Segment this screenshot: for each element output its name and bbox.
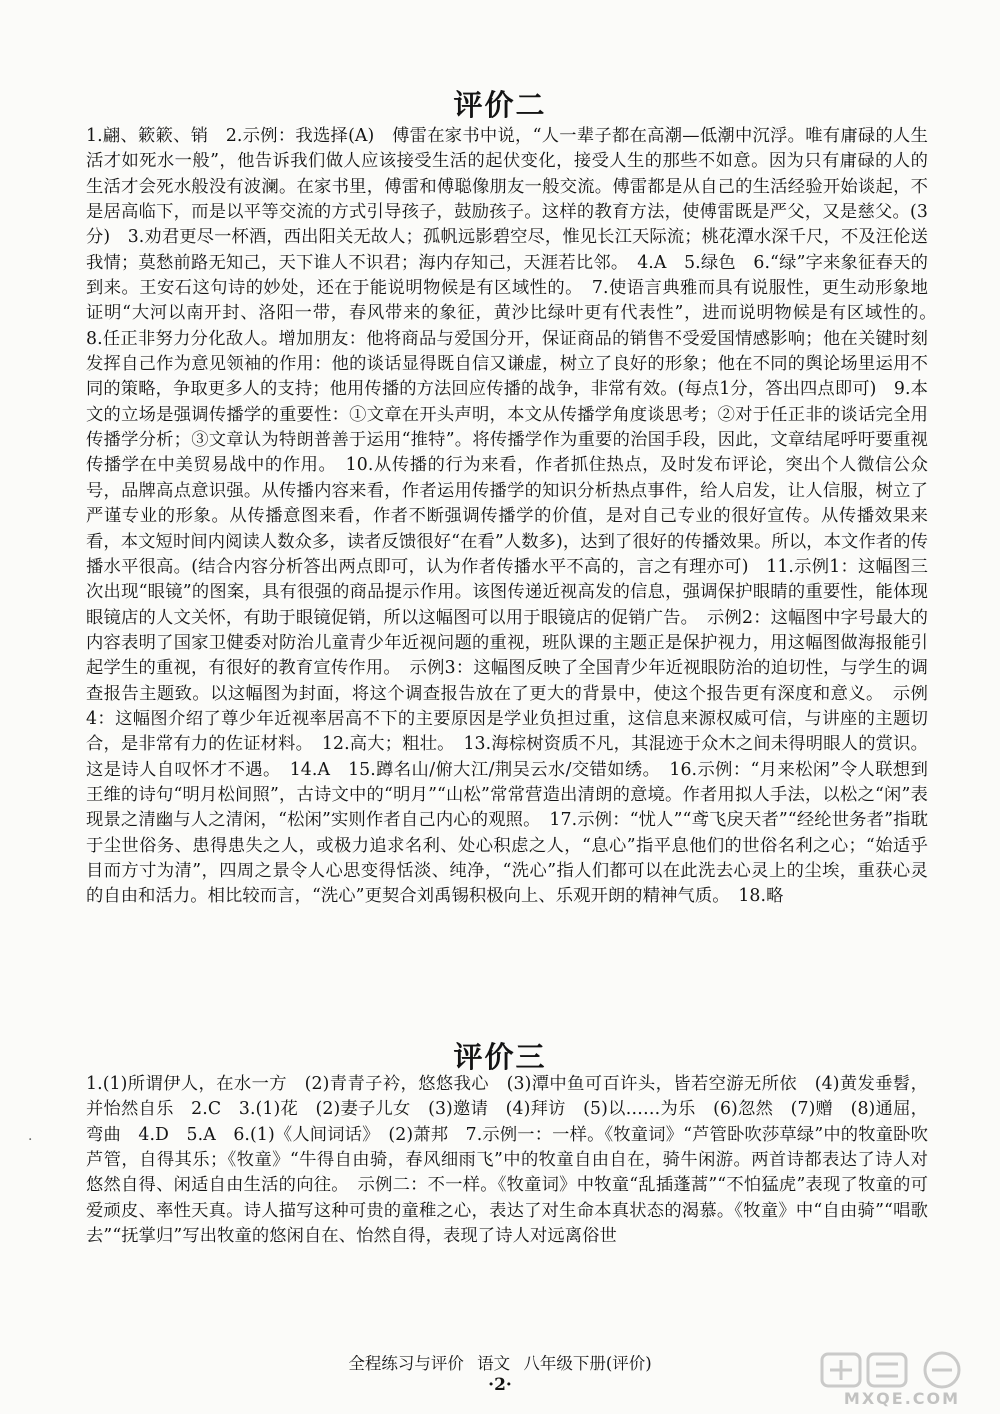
section-title-eval-3: 评价三 <box>453 1040 547 1074</box>
watermark-logo <box>818 1350 986 1408</box>
watermark-logo-icon <box>818 1350 986 1390</box>
page-number: ·2· <box>488 1375 512 1395</box>
footer-subject: 语文 <box>477 1354 511 1373</box>
section-title-eval-2: 评价二 <box>453 88 547 122</box>
section-body-eval-2: 1.翩、簌簌、销 2.示例：我选择(A) 傅雷在家书中说，“人一辈子都在高潮—低潮中沉浮。唯有庸碌的人生活才如死水一般”，他告诉我们做人应该接受生活的起伏变化，接受人生的那些不如意。因为只有庸碌的人的生活才会死水般没有波澜。在家书里，傅雷和傅聪像朋友一般交流。傅雷都是从自己的生活经验开始谈起，不是居高临下，而是以平等交流的方式引导孩子，鼓励孩子。这样的教育方法，使傅雷既是严父，又是慈父。(3分) 3.劝君更尽一杯酒，西出阳关无故人；孤帆远影碧空尽，惟见长江天际流；桃花潭水深千尺，不及汪伦送我情；莫愁前路无知己，天下谁人不识君；海内存知己，天涯若比邻。 4.A 5.绿色 6.“绿”字来象征春天的到来。王安石这句诗的妙处，还在于能说明物候是有区域性的。 7.使语言典雅而具有说服性，更生动形象地证明“大河以南开封、洛阳一带，春风带来的象征，黄沙比绿叶更有代表性”，进而说明物候是有区域性的。 8.任正非努力分化敌人。增加朋友：他将商品与爱国分开，保证商品的销售不受爱国情感影响；他在关键时刻发挥自己作为意见领袖的作用：他的谈话显得既自信又谦虚，树立了良好的形象；他在不同的舆论场里运用不同的策略，争取更多人的支持；他用传播的方法回应传播的战争，非常有效。(每点1分，答出四点即可) 9.本文的立场是强调传播学的重要性：①文章在开头声明，本文从传播学角度谈思考；②对于任正非的谈话完全用传播学分析；③文章认为特朗普善于运用“推特”。将传播学作为重要的治国手段，因此，文章结尾呼吁要重视传播学在中美贸易战中的作用。 10.从传播的行为来看，作者抓住热点，及时发布评论，突出个人微信公众号，品牌高点意识强。从传播内容来看，作者运用传播学的知识分析热点事件，给人启发，让人信服，树立了严谨专业的形象。从传播意图来看，作者不断强调传播学的价值，是对自己专业的很好宣传。从传播效果来看，本文短时间内阅读人数众多，读者反馈很好“在看”人数多)，达到了很好的传播效果。所以，本文作者的传播水平很高。(结合内容分析答出两点即可，认为作者传播水平不高的，言之有理亦可) 11.示例1：这幅图三次出现“眼镜”的图案，具有很强的商品提示作用。该图传递近视高发的信息，强调保护眼睛的重要性，能体现眼镜店的人文关怀，有助于眼镜促销，所以这幅图可以用于眼镜店的促销广告。 示例2：这幅图中字号最大的内容表明了国家卫健委对防治儿童青少年近视问题的重视，班队课的主题正是保护视力，用这幅图做海报能引起学生的重视，有很好的教育宣传作用。 示例3：这幅图反映了全国青少年近视眼防治的迫切性，与学生的调查报告主题致。以这幅图为封面，将这个调查报告放在了更大的背景中，使这个报告更有深度和意义。 示例4：这幅图介绍了尊少年近视率居高不下的主要原因是学业负担过重，这信息来源权威可信，与讲座的主题切合，是非常有力的佐证材料。 12.高大；粗壮。 13.海棕树资质不凡，其混迹于众木之间未得明眼人的赏识。这是诗人自叹怀才不遇。 14.A 15.蹲名山/俯大江/荆吴云水/交错如绣。 16.示例：“月来松闲”令人联想到王维的诗句“明月松间照”，古诗文中的“明月”“山松”常常营造出清朗的意境。作者用拟人手法，以松之“闲”表现景之清幽与人之清闲，“松闲”实则作者自己内心的观照。 17.示例：“忧人”“鸢飞戾天者”“经纶世务者”指耽于尘世俗务、患得患失之人，或极力追求名利、处心积虑之人，“息心”指平息他们的世俗名利之心；“始适乎目而方寸为清”，四周之景令人心思变得恬淡、纯净，“洗心”指人们都可以在此洗去心灵上的尘埃，重获心灵的自由和活力。相比较而言，“洗心”更契合刘禹锡积极向上、乐观开朗的精神气质。 18.略 <box>86 126 946 907</box>
section-body-eval-3: 1.(1)所谓伊人，在水一方 (2)青青子衿，悠悠我心 (3)潭中鱼可百许头，皆若空游无所依 (4)黄发垂髫，并怡然自乐 2.C 3.(1)花 (2)妻子儿女 (3)邀请 (4)拜访 (5)以……为乐 (6)忽然 (7)赠 (8)通屈，弯曲 4.D 5.A 6.(1)《人间词话》 (2)萧邦 7.示例一：一样。《牧童词》“芦管卧吹莎草绿”中的牧童卧吹芦管，自得其乐；《牧童》“牛得自由骑，春风细雨飞”中的牧童自由自在，骑牛闲游。两首诗都表达了诗人对悠然自得、闲适自由生活的向往。 示例二：不一样。《牧童词》中牧童“乱插蓬蒿”“不怕猛虎”表现了牧童的可爱顽皮、率性天真。诗人描写这种可贵的童稚之心，表达了对生命本真状态的渴慕。《牧童》中“自由骑”“唱歌去”“抚掌归”写出牧童的悠闲自在、怡然自得，表现了诗人对远离俗世 <box>86 1074 928 1247</box>
footer-book-title: 全程练习与评价 <box>348 1354 464 1373</box>
margin-mark: · <box>28 1132 33 1148</box>
footer-grade: 八年级下册(评价) <box>523 1354 652 1373</box>
watermark-text: MXQE.COM <box>843 1389 961 1408</box>
